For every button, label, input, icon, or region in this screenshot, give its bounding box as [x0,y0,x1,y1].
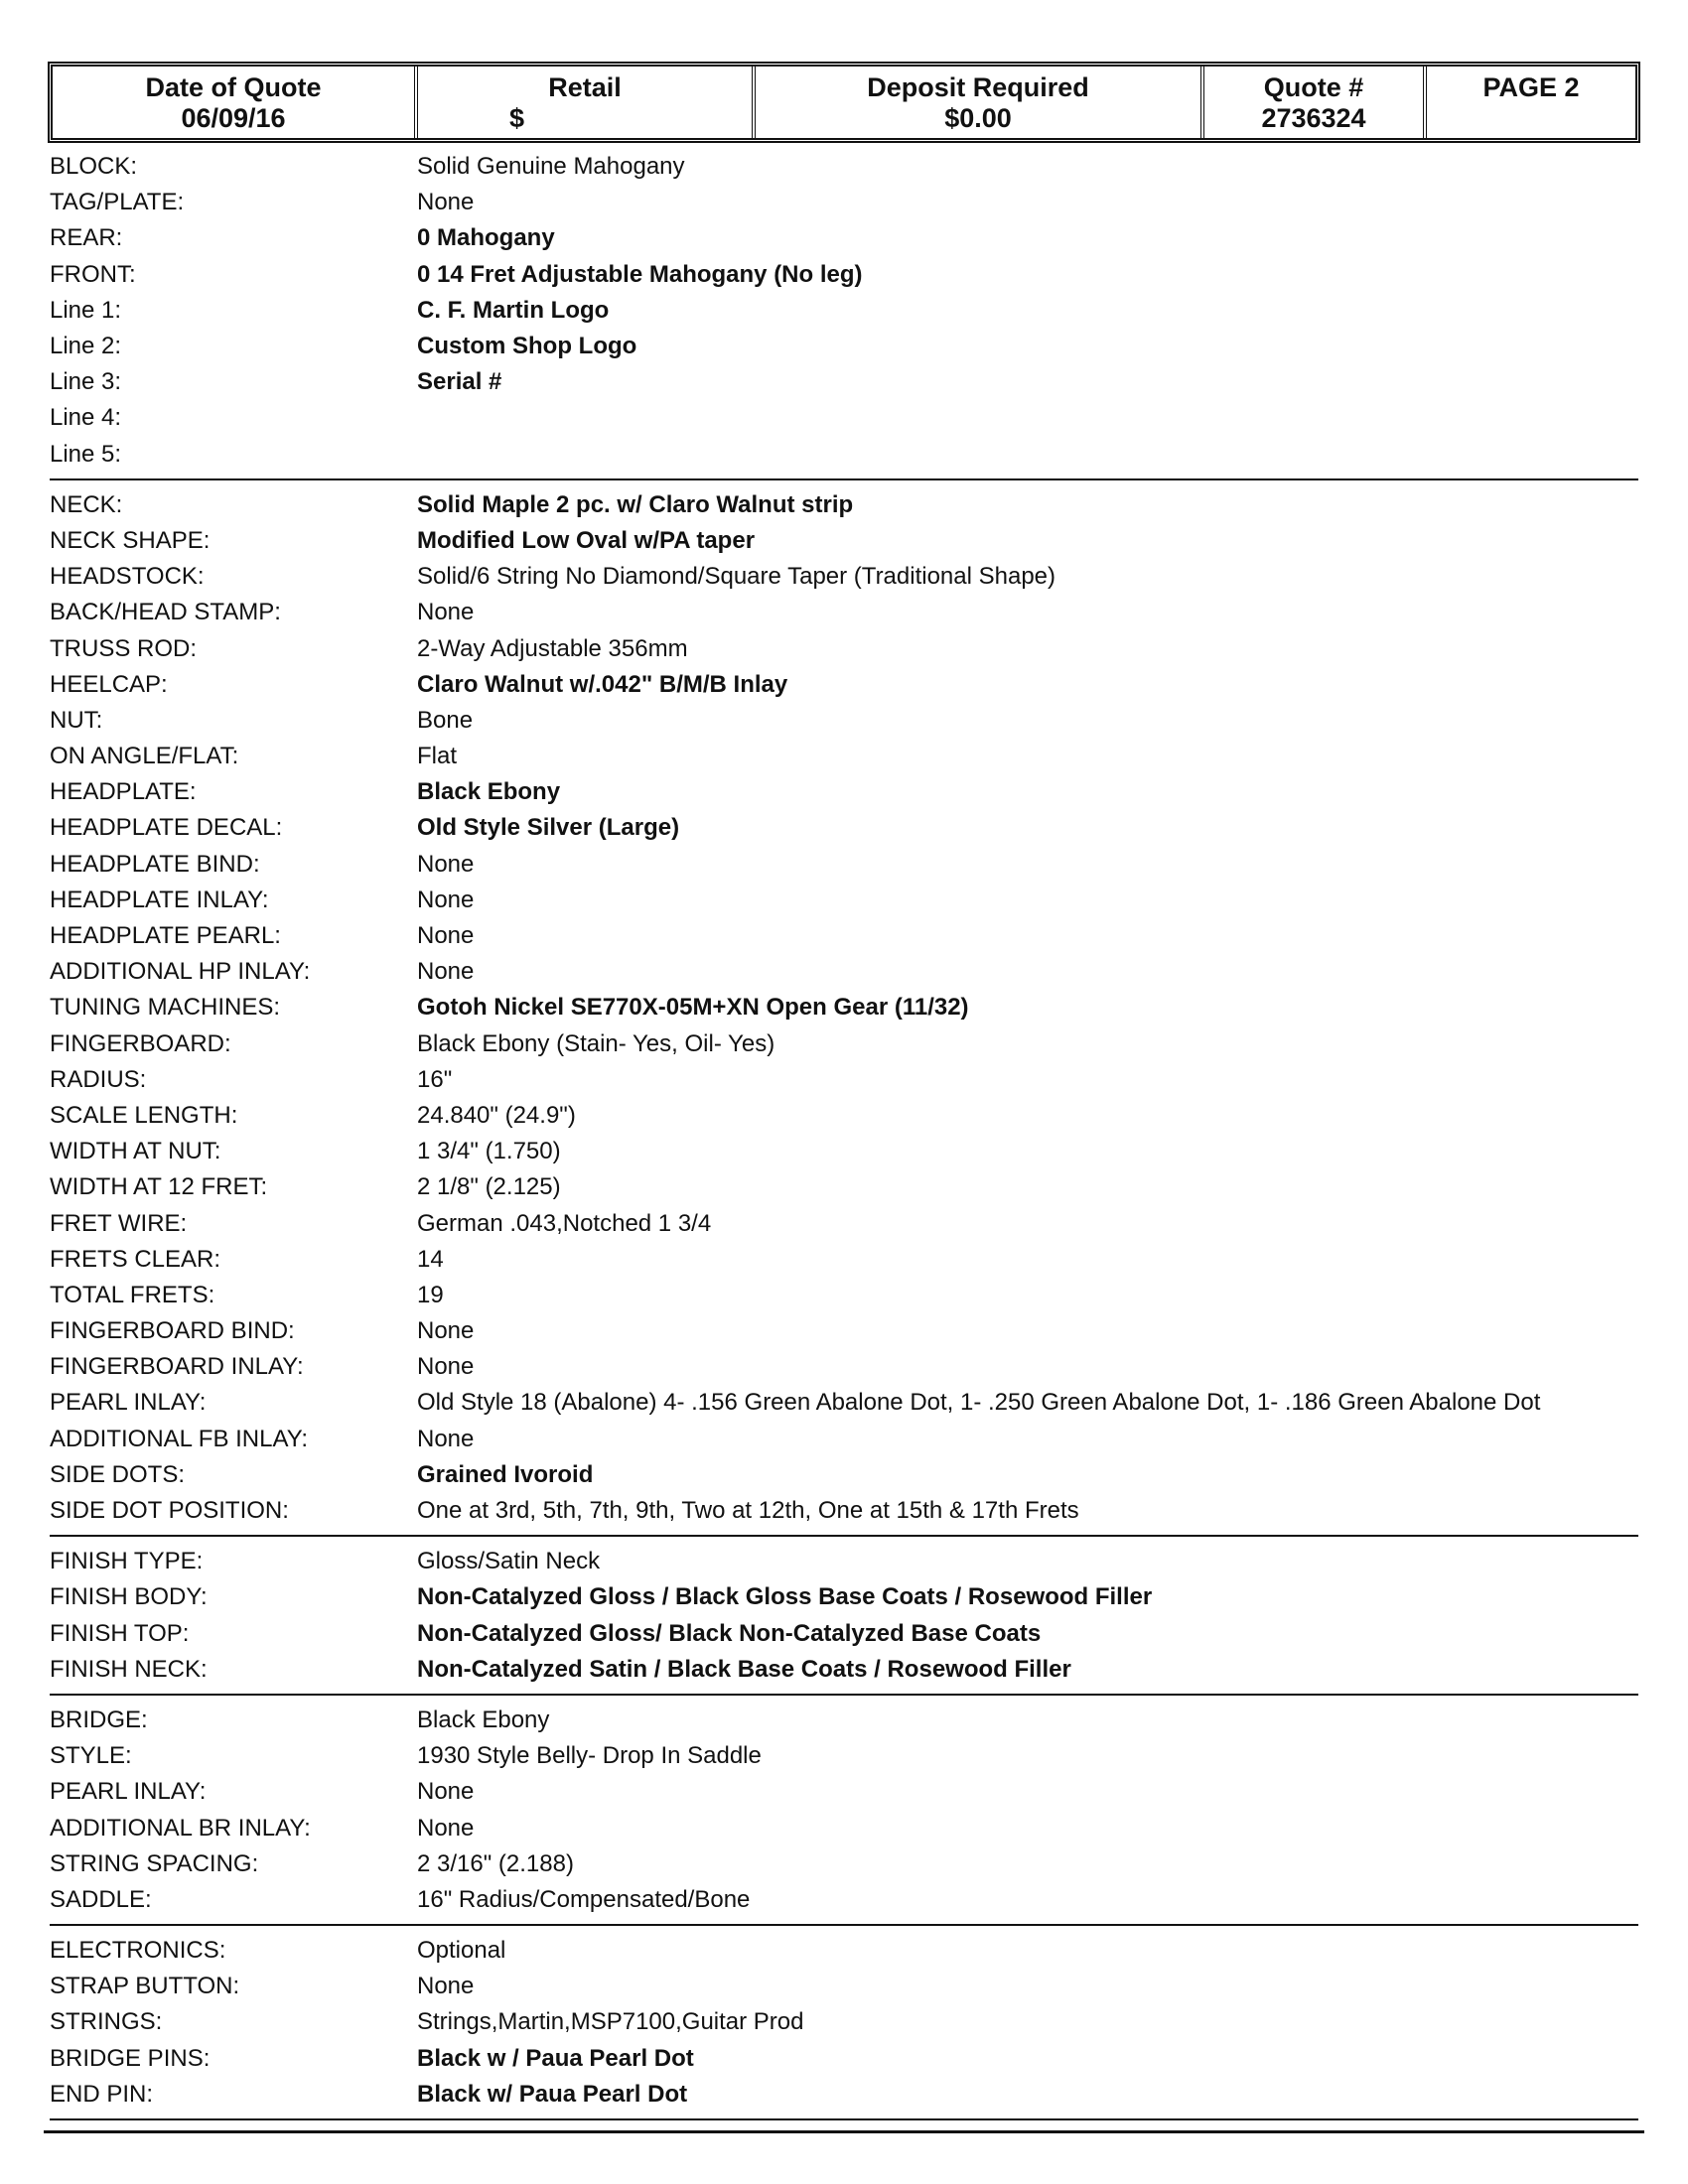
spec-label: END PIN: [50,2080,154,2108]
spec-row [50,667,1638,703]
spec-value: Flat [417,743,458,770]
spec-label: HEELCAP: [50,670,168,698]
spec-label: ON ANGLE/FLAT: [50,743,239,770]
spec-row [50,1349,1638,1385]
spec-section [50,1544,1638,1696]
spec-row [50,1062,1638,1098]
spec-row [50,1026,1638,1062]
deposit-required-cell [756,67,1204,138]
spec-row [50,918,1638,954]
spec-label: FINGERBOARD: [50,1029,231,1057]
spec-label: BRIDGE: [50,1706,148,1733]
retail-cell [418,67,756,138]
spec-label: SIDE DOT POSITION: [50,1497,289,1525]
spec-label: TAG/PLATE: [50,189,185,216]
spec-value: Black Ebony (Stain- Yes, Oil- Yes) [417,1029,775,1057]
spec-label: NUT: [50,706,103,734]
spec-row [50,883,1638,918]
spec-value: German .043,Notched 1 3/4 [417,1209,712,1237]
spec-row [50,1933,1638,1969]
spec-row [50,1652,1638,1688]
page-number-cell [1427,67,1635,138]
spec-row [50,1774,1638,1810]
spec-value: Gotoh Nickel SE770X-05M+XN Open Gear (11/32) [417,994,969,1022]
spec-value: Black Ebony [417,778,561,806]
spec-value: None [417,1814,475,1842]
spec-value: 0 Mahogany [417,224,555,252]
spec-row [50,1882,1638,1918]
spec-value: Solid Genuine Mahogany [417,153,685,181]
spec-label: FINGERBOARD BIND: [50,1317,295,1345]
spec-label: FRONT: [50,260,136,288]
spec-label: TUNING MACHINES: [50,994,281,1022]
spec-value: Custom Shop Logo [417,333,637,360]
spec-row [50,293,1638,329]
spec-label: Line 2: [50,333,122,360]
spec-value: Non-Catalyzed Gloss / Black Gloss Base Coats / Rosewood Filler [417,1583,1153,1611]
spec-label: Line 5: [50,440,122,468]
spec-label: FINISH BODY: [50,1583,208,1611]
spec-value: 2 3/16" (2.188) [417,1849,574,1877]
spec-value: None [417,958,475,986]
spec-value: None [417,850,475,878]
spec-section [50,149,1638,480]
spec-label: STRINGS: [50,2008,163,2036]
spec-value: None [417,599,475,626]
spec-row [50,1422,1638,1457]
spec-label: HEADPLATE DECAL: [50,814,283,842]
deposit-required-label: Deposit Required [867,72,1089,102]
spec-label: BRIDGE PINS: [50,2044,211,2072]
spec-row [50,523,1638,559]
spec-value: Old Style 18 (Abalone) 4- .156 Green Abalone Dot, 1- .250 Green Abalone Dot, 1- .186 Green Abalone Dot [417,1389,1541,1417]
spec-value: Black w / Paua Pearl Dot [417,2044,694,2072]
spec-label: FINISH TOP: [50,1619,190,1647]
spec-value: Solid Maple 2 pc. w/ Claro Walnut strip [417,490,854,518]
retail-label: Retail [548,72,622,102]
spec-label: ADDITIONAL BR INLAY: [50,1814,311,1842]
spec-section [50,1703,1638,1926]
bottom-rule [44,2130,1644,2133]
spec-value: Non-Catalyzed Satin / Black Base Coats / Rosewood Filler [417,1655,1071,1683]
spec-row [50,1846,1638,1882]
spec-row [50,810,1638,846]
spec-row [50,1205,1638,1241]
spec-row [50,1098,1638,1134]
spec-label: REAR: [50,224,123,252]
spec-row [50,437,1638,473]
spec-row [50,1616,1638,1652]
spec-label: Line 3: [50,368,122,396]
spec-section [50,1933,1638,2120]
spec-label: SCALE LENGTH: [50,1101,238,1129]
spec-value: Optional [417,1937,506,1965]
spec-value: 24.840" (24.9") [417,1101,576,1129]
spec-value: 1 3/4" (1.750) [417,1138,561,1165]
spec-label: ADDITIONAL HP INLAY: [50,958,311,986]
date-of-quote-value: 06/09/16 [181,103,286,133]
spec-label: Line 4: [50,404,122,432]
spec-label: BACK/HEAD STAMP: [50,599,281,626]
spec-row [50,774,1638,810]
spec-row [50,185,1638,220]
spec-row [50,149,1638,185]
spec-value: 2-Way Adjustable 356mm [417,634,688,662]
spec-row [50,329,1638,364]
spec-value: Non-Catalyzed Gloss/ Black Non-Catalyzed Base Coats [417,1619,1042,1647]
spec-label: TOTAL FRETS: [50,1281,215,1308]
spec-label: FRET WIRE: [50,1209,188,1237]
spec-row [50,595,1638,630]
deposit-required-value: $0.00 [944,103,1012,133]
spec-label: SIDE DOTS: [50,1460,186,1488]
spec-row [50,257,1638,293]
spec-label: WIDTH AT NUT: [50,1138,221,1165]
spec-label: ELECTRONICS: [50,1937,226,1965]
spec-label: PEARL INLAY: [50,1778,207,1806]
spec-row [50,847,1638,883]
spec-value: C. F. Martin Logo [417,296,610,324]
spec-label: FINISH TYPE: [50,1548,204,1575]
spec-row [50,739,1638,774]
spec-row [50,1313,1638,1349]
spec-row [50,1169,1638,1205]
quote-number-label: Quote # [1263,72,1364,102]
spec-row [50,1579,1638,1615]
spec-value: None [417,1425,475,1452]
spec-label: NECK: [50,490,123,518]
spec-label: PEARL INLAY: [50,1389,207,1417]
spec-row [50,1703,1638,1738]
spec-label: WIDTH AT 12 FRET: [50,1173,268,1201]
spec-label: BLOCK: [50,153,138,181]
spec-row [50,2041,1638,2077]
spec-value: 16" [417,1065,453,1093]
spec-row [50,954,1638,990]
spec-row [50,1278,1638,1313]
quote-header [48,62,1640,143]
spec-row [50,2004,1638,2040]
spec-value: Bone [417,706,474,734]
spec-label: SADDLE: [50,1885,152,1913]
spec-value: Solid/6 String No Diamond/Square Taper (Traditional Shape) [417,563,1056,591]
spec-label: RADIUS: [50,1065,147,1093]
spec-row [50,1493,1638,1529]
spec-value: 14 [417,1245,444,1273]
spec-row [50,2077,1638,2113]
spec-row [50,1738,1638,1774]
retail-value: $ [509,103,525,133]
spec-label: FINGERBOARD INLAY: [50,1353,304,1381]
spec-label: ADDITIONAL FB INLAY: [50,1425,309,1452]
spec-value: None [417,1353,475,1381]
spec-value: 0 14 Fret Adjustable Mahogany (No leg) [417,260,863,288]
spec-row [50,990,1638,1025]
spec-value: None [417,922,475,950]
spec-label: FRETS CLEAR: [50,1245,221,1273]
spec-row [50,630,1638,666]
spec-label: HEADSTOCK: [50,563,205,591]
spec-value: 1930 Style Belly- Drop In Saddle [417,1742,762,1770]
spec-label: STYLE: [50,1742,132,1770]
spec-row [50,1544,1638,1579]
spec-value: 16" Radius/Compensated/Bone [417,1885,751,1913]
spec-label: STRAP BUTTON: [50,1973,240,2000]
date-of-quote-label: Date of Quote [145,72,322,102]
quote-number-cell [1204,67,1427,138]
spec-row [50,1969,1638,2004]
spec-row [50,1457,1638,1493]
spec-value: Black w/ Paua Pearl Dot [417,2080,688,2108]
spec-label: HEADPLATE INLAY: [50,886,269,913]
quote-number-value: 2736324 [1261,103,1366,133]
spec-value: Old Style Silver (Large) [417,814,680,842]
spec-row [50,1810,1638,1845]
spec-label: HEADPLATE: [50,778,197,806]
spec-section [50,487,1638,1537]
spec-row [50,559,1638,595]
spec-value: None [417,1317,475,1345]
spec-label: NECK SHAPE: [50,526,211,554]
spec-label: STRING SPACING: [50,1849,259,1877]
spec-row [50,220,1638,256]
spec-value: Gloss/Satin Neck [417,1548,601,1575]
spec-value: Serial # [417,368,502,396]
spec-value: Strings,Martin,MSP7100,Guitar Prod [417,2008,804,2036]
spec-label: Line 1: [50,296,122,324]
spec-value: None [417,1973,475,2000]
spec-row [50,400,1638,436]
spec-label: TRUSS ROD: [50,634,198,662]
spec-value: 2 1/8" (2.125) [417,1173,561,1201]
spec-row [50,703,1638,739]
spec-value: None [417,886,475,913]
date-of-quote-cell [53,67,418,138]
spec-value: Modified Low Oval w/PA taper [417,526,756,554]
spec-label: FINISH NECK: [50,1655,208,1683]
spec-value: One at 3rd, 5th, 7th, 9th, Two at 12th, One at 15th & 17th Frets [417,1497,1079,1525]
spec-value: Claro Walnut w/.042" B/M/B Inlay [417,670,788,698]
spec-row [50,487,1638,523]
spec-list [50,149,1638,2127]
spec-row [50,364,1638,400]
spec-value: Black Ebony [417,1706,550,1733]
spec-value: 19 [417,1281,444,1308]
spec-row [50,1385,1638,1421]
spec-value: None [417,1778,475,1806]
spec-label: HEADPLATE BIND: [50,850,260,878]
spec-row [50,1242,1638,1278]
page-number-label: PAGE 2 [1482,72,1580,102]
spec-row [50,1134,1638,1169]
spec-value: None [417,189,475,216]
spec-label: HEADPLATE PEARL: [50,922,281,950]
spec-value: Grained Ivoroid [417,1460,594,1488]
